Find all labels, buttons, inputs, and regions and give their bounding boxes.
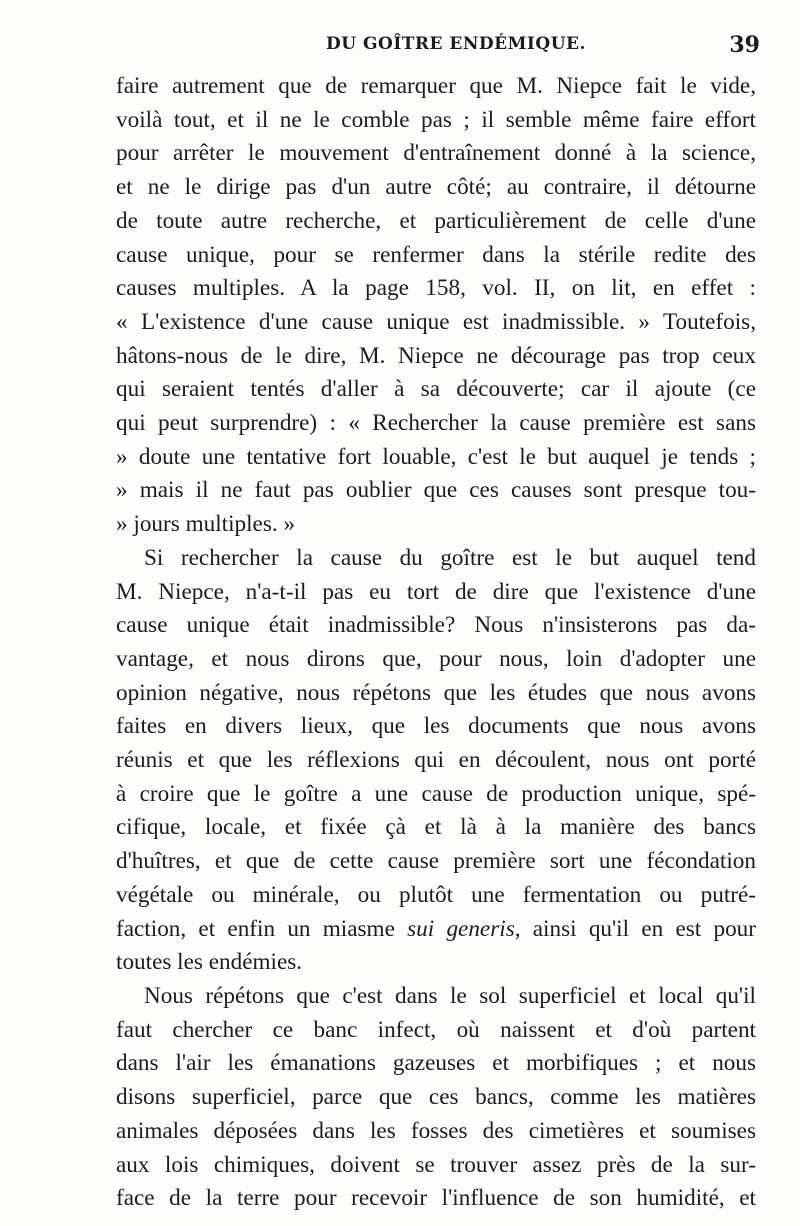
text-line: faut chercher ce banc infect, où naissent et d'où partent — [116, 1016, 756, 1043]
text-line: » jours multiples. » — [116, 511, 296, 538]
text-line: Nous répétons que c'est dans le sol superficiel et local qu'il — [144, 982, 756, 1009]
text-line: faites en divers lieux, que les documents que nous avons — [116, 713, 756, 740]
text-line: de toute autre recherche, et particulièrement de celle d'une — [116, 207, 756, 234]
text-line: cause unique était inadmissible? Nous n'insisterons pas da- — [116, 612, 756, 639]
page-number: 39 — [729, 32, 760, 58]
text-line: qui peut surprendre) : « Rechercher la cause première est sans — [116, 410, 756, 437]
text-line: voilà tout, et il ne le comble pas ; il semble même faire effort — [116, 106, 756, 133]
text-line: disons superficiel, parce que ces bancs, comme les matières — [116, 1084, 756, 1111]
text-line: Si rechercher la cause du goître est le but auquel tend — [144, 544, 756, 571]
text-line: causes multiples. A la page 158, vol. II, on lit, en effet : — [116, 275, 756, 302]
text-line: M. Niepce, n'a-t-il pas eu tort de dire que l'existence d'une — [116, 578, 756, 605]
text-line: qui seraient tentés d'aller à sa découverte; car il ajoute (ce — [116, 376, 756, 403]
text-line: pour arrêter le mouvement d'entraînement donné à la science, — [116, 140, 756, 167]
latin-phrase: sui generis — [407, 915, 515, 942]
paragraph-1 — [116, 70, 756, 542]
text-line: hâtons-nous de le dire, M. Niepce ne décourage pas trop ceux — [116, 342, 756, 369]
text-line: » doute une tentative fort louable, c'est le but auquel je tends ; — [116, 443, 756, 470]
text-line: aux lois chimiques, doivent se trouver assez près de la sur- — [116, 1151, 756, 1178]
body-text — [116, 70, 756, 1216]
text-line: animales déposées dans les fosses des cimetières et soumises — [116, 1117, 756, 1144]
text-line: cifique, locale, et fixée çà et là à la manière des bancs — [116, 814, 756, 841]
text-line: toutes les endémies. — [116, 949, 303, 976]
text-line: faction, et enfin un miasme sui generis, ainsi qu'il en est pour — [116, 915, 756, 942]
text-line: cause unique, pour se renfermer dans la stérile redite des — [116, 241, 756, 268]
paragraph-3 — [116, 980, 756, 1216]
text-line: face de la terre pour recevoir l'influence de son humidité, et — [116, 1185, 756, 1212]
text-line: vantage, et nous dirons que, pour nous, loin d'adopter une — [116, 645, 756, 672]
text-line: à croire que le goître a une cause de production unique, spé- — [116, 780, 756, 807]
text-line: opinion négative, nous répétons que les études que nous avons — [116, 679, 756, 706]
running-title: DU GOÎTRE ENDÉMIQUE. — [326, 34, 586, 54]
text-line: faire autrement que de remarquer que M. Niepce fait le vide, — [116, 73, 756, 99]
paragraph-2 — [116, 542, 756, 980]
text-line: végétale ou minérale, ou plutôt une fermentation ou putré- — [116, 881, 756, 908]
text-line: d'huîtres, et que de cette cause première sort une fécondation — [116, 848, 756, 875]
text-line: réunis et que les réflexions qui en découlent, nous ont porté — [116, 747, 756, 774]
text-line: et ne le dirige pas d'un autre côté; au contraire, il détourne — [116, 174, 756, 201]
text-line: » mais il ne faut pas oublier que ces causes sont presque tou- — [116, 477, 756, 504]
text-line: « L'existence d'une cause unique est inadmissible. » Toutefois, — [116, 308, 756, 335]
text-line: dans l'air les émanations gazeuses et morbifiques ; et nous — [116, 1050, 756, 1077]
running-head — [0, 30, 800, 60]
